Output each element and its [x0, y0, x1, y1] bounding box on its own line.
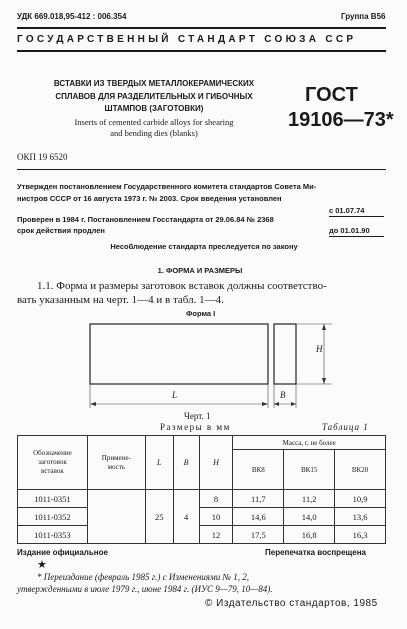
title-en-line: Inserts of cemented carbide alloys for shearing: [74, 117, 234, 127]
row-h: 10: [199, 508, 233, 526]
table-row: [18, 508, 386, 526]
side-view-rect: [274, 324, 296, 384]
row-mass: 16,8: [284, 526, 335, 544]
row-mass: 13,6: [335, 508, 386, 526]
approval-line: Утвержден постановлением Государственного комитета стандартов Совета Ми-: [17, 182, 317, 191]
title-en: [36, 117, 272, 139]
table-number: Таблица 1: [322, 422, 369, 432]
header-mass-col: ВК20: [335, 450, 386, 490]
okp-rule: [17, 169, 386, 170]
okp-code: ОКП 19 6520: [17, 152, 68, 162]
udk-code: УДК 669.018,95-412 : 006.354: [17, 12, 127, 21]
dimensions-table: [17, 435, 386, 544]
section-paragraph: вать указанным на черт. 1—4 и в табл. 1—4.: [17, 294, 224, 306]
check-line: Проверен в 1984 г. Постановлением Госстандарта от 29.06.84 № 2368: [17, 215, 274, 224]
dim-l-label: L: [172, 390, 178, 400]
header-l: L: [145, 436, 173, 490]
title-ru: [36, 78, 272, 116]
table-units: Размеры в мм: [160, 422, 231, 432]
table-row: [18, 526, 386, 544]
row-h: 8: [199, 490, 233, 508]
group-code: Группа В56: [341, 12, 386, 21]
extend-date-underline: [329, 236, 384, 237]
header-h: H: [199, 436, 233, 490]
row-mass: 14,0: [284, 508, 335, 526]
header-mass-col: ВК8: [233, 450, 284, 490]
header-application: Примене- мость: [87, 436, 145, 490]
main-view-rect: [90, 324, 268, 384]
reissue-note: * Переиздание (февраль 1985 г.) с Изменениями № 1, 2,: [37, 572, 249, 582]
section-paragraph: 1.1. Форма и размеры заготовок вставок должны соответство-: [37, 280, 327, 292]
row-designation: 1011-0351: [18, 490, 88, 508]
title-ru-line: ШТАМПОВ (ЗАГОТОВКИ): [104, 104, 204, 113]
gost-label: ГОСТ: [305, 84, 358, 106]
row-application: [87, 490, 145, 544]
row-b: 4: [173, 490, 199, 544]
reprint-notice: Перепечатка воспрещена: [265, 548, 366, 557]
extend-date: до 01.01.90: [329, 226, 370, 235]
table-row: [18, 490, 386, 508]
row-designation: 1011-0352: [18, 508, 88, 526]
drawing-caption: Черт. 1: [184, 411, 211, 421]
approval-line: нистров СССР от 16 августа 1973 г. № 2003. Срок введения установлен: [17, 194, 282, 203]
intro-date: с 01.07.74: [329, 206, 365, 215]
law-notice: Несоблюдение стандарта преследуется по закону: [110, 242, 298, 251]
row-designation: 1011-0353: [18, 526, 88, 544]
check-line: срок действия продлен: [17, 226, 105, 235]
form-label: Форма I: [186, 309, 216, 318]
dim-b-label: B: [280, 390, 286, 400]
top-rule: [17, 27, 386, 29]
section-heading: 1. ФОРМА И РАЗМЕРЫ: [157, 266, 243, 275]
official-edition: Издание официальное: [17, 548, 108, 557]
row-mass: 11,2: [284, 490, 335, 508]
reissue-note: утвержденными в июле 1979 г., июне 1984 г. (ИУС 9—79, 10—84).: [17, 584, 273, 594]
title-ru-line: ВСТАВКИ ИЗ ТВЕРДЫХ МЕТАЛЛОКЕРАМИЧЕСКИХ: [53, 79, 255, 88]
title-ru-line: СПЛАВОВ ДЛЯ РАЗДЕЛИТЕЛЬНЫХ И ГИБОЧНЫХ: [55, 91, 253, 101]
copyright: © Издательство стандартов, 1985: [205, 598, 378, 609]
gost-number: 19106—73*: [288, 109, 394, 131]
star-mark: ★: [37, 559, 47, 571]
banner-rule: [17, 50, 386, 52]
header-designation: Обозначение заготовок вставок: [18, 436, 88, 490]
header-b: B: [173, 436, 199, 490]
row-mass: 11,7: [233, 490, 284, 508]
row-h: 12: [199, 526, 233, 544]
header-mass: Масса, г, не более: [233, 436, 386, 450]
title-en-line: and bending dies (blanks): [110, 128, 198, 138]
intro-date-underline: [329, 216, 384, 217]
row-mass: 17,5: [233, 526, 284, 544]
dim-h-label: H: [316, 344, 323, 354]
drawing-form-1: [60, 318, 350, 418]
row-l: 25: [145, 490, 173, 544]
standard-banner: ГОСУДАРСТВЕННЫЙ СТАНДАРТ СОЮЗА ССР: [17, 34, 357, 45]
row-mass: 14,6: [233, 508, 284, 526]
header-mass-col: ВК15: [284, 450, 335, 490]
row-mass: 10,9: [335, 490, 386, 508]
row-mass: 16,3: [335, 526, 386, 544]
